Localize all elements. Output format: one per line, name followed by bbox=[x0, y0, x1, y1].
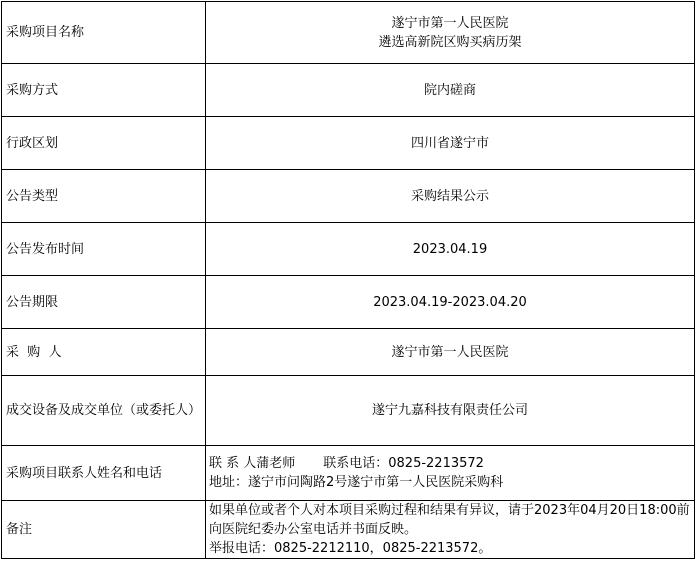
region-value: 四川省遂宁市 bbox=[206, 117, 695, 170]
contact-line1 bbox=[209, 454, 691, 473]
publish-time-label: 公告发布时间 bbox=[2, 223, 206, 276]
notice-type-label: 公告类型 bbox=[2, 170, 206, 223]
row-project-name bbox=[2, 2, 695, 64]
row-method bbox=[2, 64, 695, 117]
remarks-label: 备注 bbox=[2, 501, 206, 559]
contact-value bbox=[206, 446, 695, 501]
row-contact bbox=[2, 446, 695, 501]
row-notice-type bbox=[2, 170, 695, 223]
purchaser-label: 采 购 人 bbox=[2, 329, 206, 376]
project-name-line2: 遴选高新院区购买病历架 bbox=[378, 34, 522, 50]
purchaser-value: 遂宁市第一人民医院 bbox=[206, 329, 695, 376]
contact-label: 采购项目联系人姓名和电话 bbox=[2, 446, 206, 501]
period-value: 2023.04.19-2023.04.20 bbox=[206, 276, 695, 329]
row-purchaser bbox=[2, 329, 695, 376]
project-name-line1: 遂宁市第一人民医院 bbox=[391, 15, 509, 31]
winner-label: 成交设备及成交单位（或委托人） bbox=[2, 376, 206, 446]
row-remarks bbox=[2, 501, 695, 559]
method-label: 采购方式 bbox=[2, 64, 206, 117]
contact-phone: 联系电话：0825-2213572 bbox=[323, 456, 484, 471]
row-period bbox=[2, 276, 695, 329]
remarks-value bbox=[206, 501, 695, 559]
method-value: 院内磋商 bbox=[206, 64, 695, 117]
notice-type-value: 采购结果公示 bbox=[206, 170, 695, 223]
remarks-line2: 举报电话：0825-2212110，0825-2213572。 bbox=[209, 541, 492, 556]
remarks-line1: 如果单位或者个人对本项目采购过程和结果有异议，请于2023年04月20日18:00前向医院纪委办公室电话并书面反映。 bbox=[209, 503, 690, 537]
row-winner bbox=[2, 376, 695, 446]
contact-address: 地址：遂宁市问陶路2号遂宁市第一人民医院采购科 bbox=[209, 475, 504, 490]
procurement-result-table bbox=[1, 1, 695, 559]
row-region bbox=[2, 117, 695, 170]
contact-person: 联 系 人蒲老师 bbox=[209, 456, 296, 471]
period-label: 公告期限 bbox=[2, 276, 206, 329]
region-label: 行政区划 bbox=[2, 117, 206, 170]
winner-value: 遂宁九嘉科技有限责任公司 bbox=[206, 376, 695, 446]
project-name-label: 采购项目名称 bbox=[2, 2, 206, 64]
project-name-value bbox=[206, 2, 695, 64]
row-publish-time bbox=[2, 223, 695, 276]
publish-time-value: 2023.04.19 bbox=[206, 223, 695, 276]
